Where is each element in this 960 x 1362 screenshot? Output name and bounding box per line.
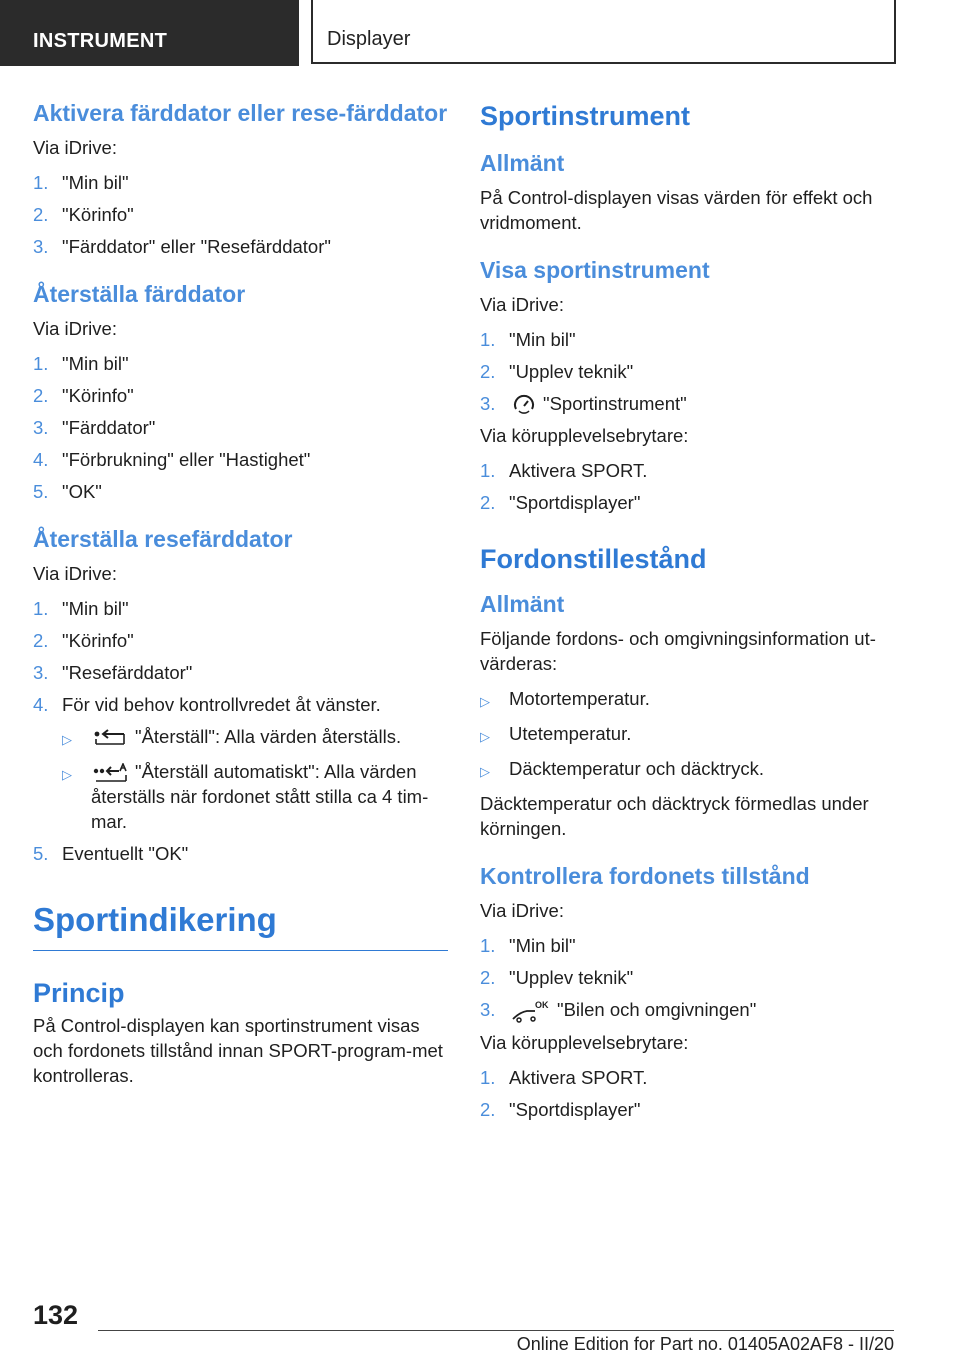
heading-check-vehicle: Kontrollera fordonets tillstånd [480,863,810,890]
list-item: 2. "Upplev teknik" [480,361,634,382]
heading-vehicle-status: Fordonstillestånd [480,544,707,575]
heading-activate-trip-computer: Aktivera färddator eller rese‐färddator [33,100,448,126]
edition-text: Online Edition for Part no. 01405A02AF8 - II/20 [516,1334,894,1354]
list-item: 2. "Upplev teknik" [480,967,634,989]
list-item: 4. "Förbrukning" eller "Hastighet" [33,449,311,470]
list-item: ▷ Däcktemperatur och däcktryck. [480,758,764,780]
general-text: På Control-displayen visas värden för effekt och vridmoment. [480,187,873,233]
heading-reset-trip-computer: Återställa färddator [33,281,246,307]
list-item: 2. "Körinfo" [33,204,134,225]
heading-sport-instrument: Sportinstrument [480,101,691,131]
list-item: 1. Aktivera SPORT. [480,1067,648,1089]
list-item: 1. "Min bil" [33,353,129,374]
right-column [480,100,900,1129]
steps-show-switch [480,458,900,515]
left-column [33,100,448,1098]
list-item: 5. "OK" [33,481,102,502]
vehicle-note: Däcktemperatur och däcktryck förmedlas under körningen. [480,793,869,840]
list-item: ▷ Motortemperatur. [480,688,650,710]
footer-divider [98,1330,894,1331]
via-idrive-text: Via iDrive: [33,137,117,158]
heading-show-sport-instrument: Visa sportinstrument [480,257,710,283]
via-idrive-text: Via iDrive: [33,563,117,584]
page-header [0,0,960,66]
list-item: 2. "Sportdisplayer" [480,1099,641,1121]
auto-reset-icon [93,763,129,783]
list-item: 1. "Min bil" [33,598,129,619]
via-idrive-text: Via iDrive: [480,900,564,922]
via-switch-text: Via körupplevelsebrytare: [480,425,689,447]
steps-check [480,933,900,1023]
steps-show [480,327,900,416]
steps-reset-travel-end [33,841,448,866]
car-ok-icon [511,999,551,1023]
list-item: 2. "Körinfo" [33,630,134,651]
reset-options [62,724,448,834]
steps-reset-travel [33,596,448,717]
list-item: ▷ "Återställ": Alla värden återställs. [62,726,402,747]
gauge-icon [511,394,537,416]
list-item: 2. "Sportdisplayer" [480,492,641,514]
list-item: 5. Eventuellt "OK" [33,843,189,864]
list-item: 1. "Min bil" [480,329,576,350]
list-item: 1. "Min bil" [480,935,576,957]
reset-icon [93,729,129,747]
vehicle-text: Följande fordons- och omgivningsinformation ut‐värderas: [480,628,876,675]
list-item: 3. "Färddator" [33,417,156,438]
vehicle-bullets [480,686,900,784]
car-ok-icon-label: OK [535,1000,549,1011]
list-item: ▷ Utetemperatur. [480,723,632,745]
heading-principle: Princip [33,978,125,1008]
list-item: 2. "Körinfo" [33,385,134,406]
principle-text: På Control-displayen kan sportinstrument visas och fordonets tillstånd innan SPORT-program‐met kontrolleras. [33,1015,443,1086]
page-number: 132 [33,1300,79,1330]
list-item: ▷ "Återställ automatiskt": Alla värden återställs när fordonet stått stilla ca 4 tim‐mar. [62,761,429,832]
section-tab: INSTRUMENT [0,0,299,66]
list-item: 3. "Sportinstrument" [480,391,900,416]
via-switch-text: Via körupplevelsebrytare: [480,1032,689,1054]
steps-activate [33,170,448,259]
heading-general: Allmänt [480,150,565,176]
heading-reset-travel-computer: Återställa resefärddator [33,526,293,552]
via-idrive-text: Via iDrive: [480,294,564,315]
steps-reset [33,351,448,504]
chapter-heading: Sportindikering [33,900,448,951]
topic-tab: Displayer [311,0,896,64]
list-item: 3. "Resefärddator" [33,662,193,683]
list-item: 1. "Min bil" [33,172,129,193]
via-idrive-text: Via iDrive: [33,318,117,339]
list-item: 3. OK "Bilen och omgivningen" [480,997,900,1023]
steps-check-switch [480,1065,900,1122]
heading-general: Allmänt [480,591,565,618]
list-item: 1. Aktivera SPORT. [480,460,648,482]
list-item: 3. "Färddator" eller "Resefärddator" [33,236,331,257]
list-item: 4. För vid behov kontrollvredet åt vänster. [33,694,381,715]
